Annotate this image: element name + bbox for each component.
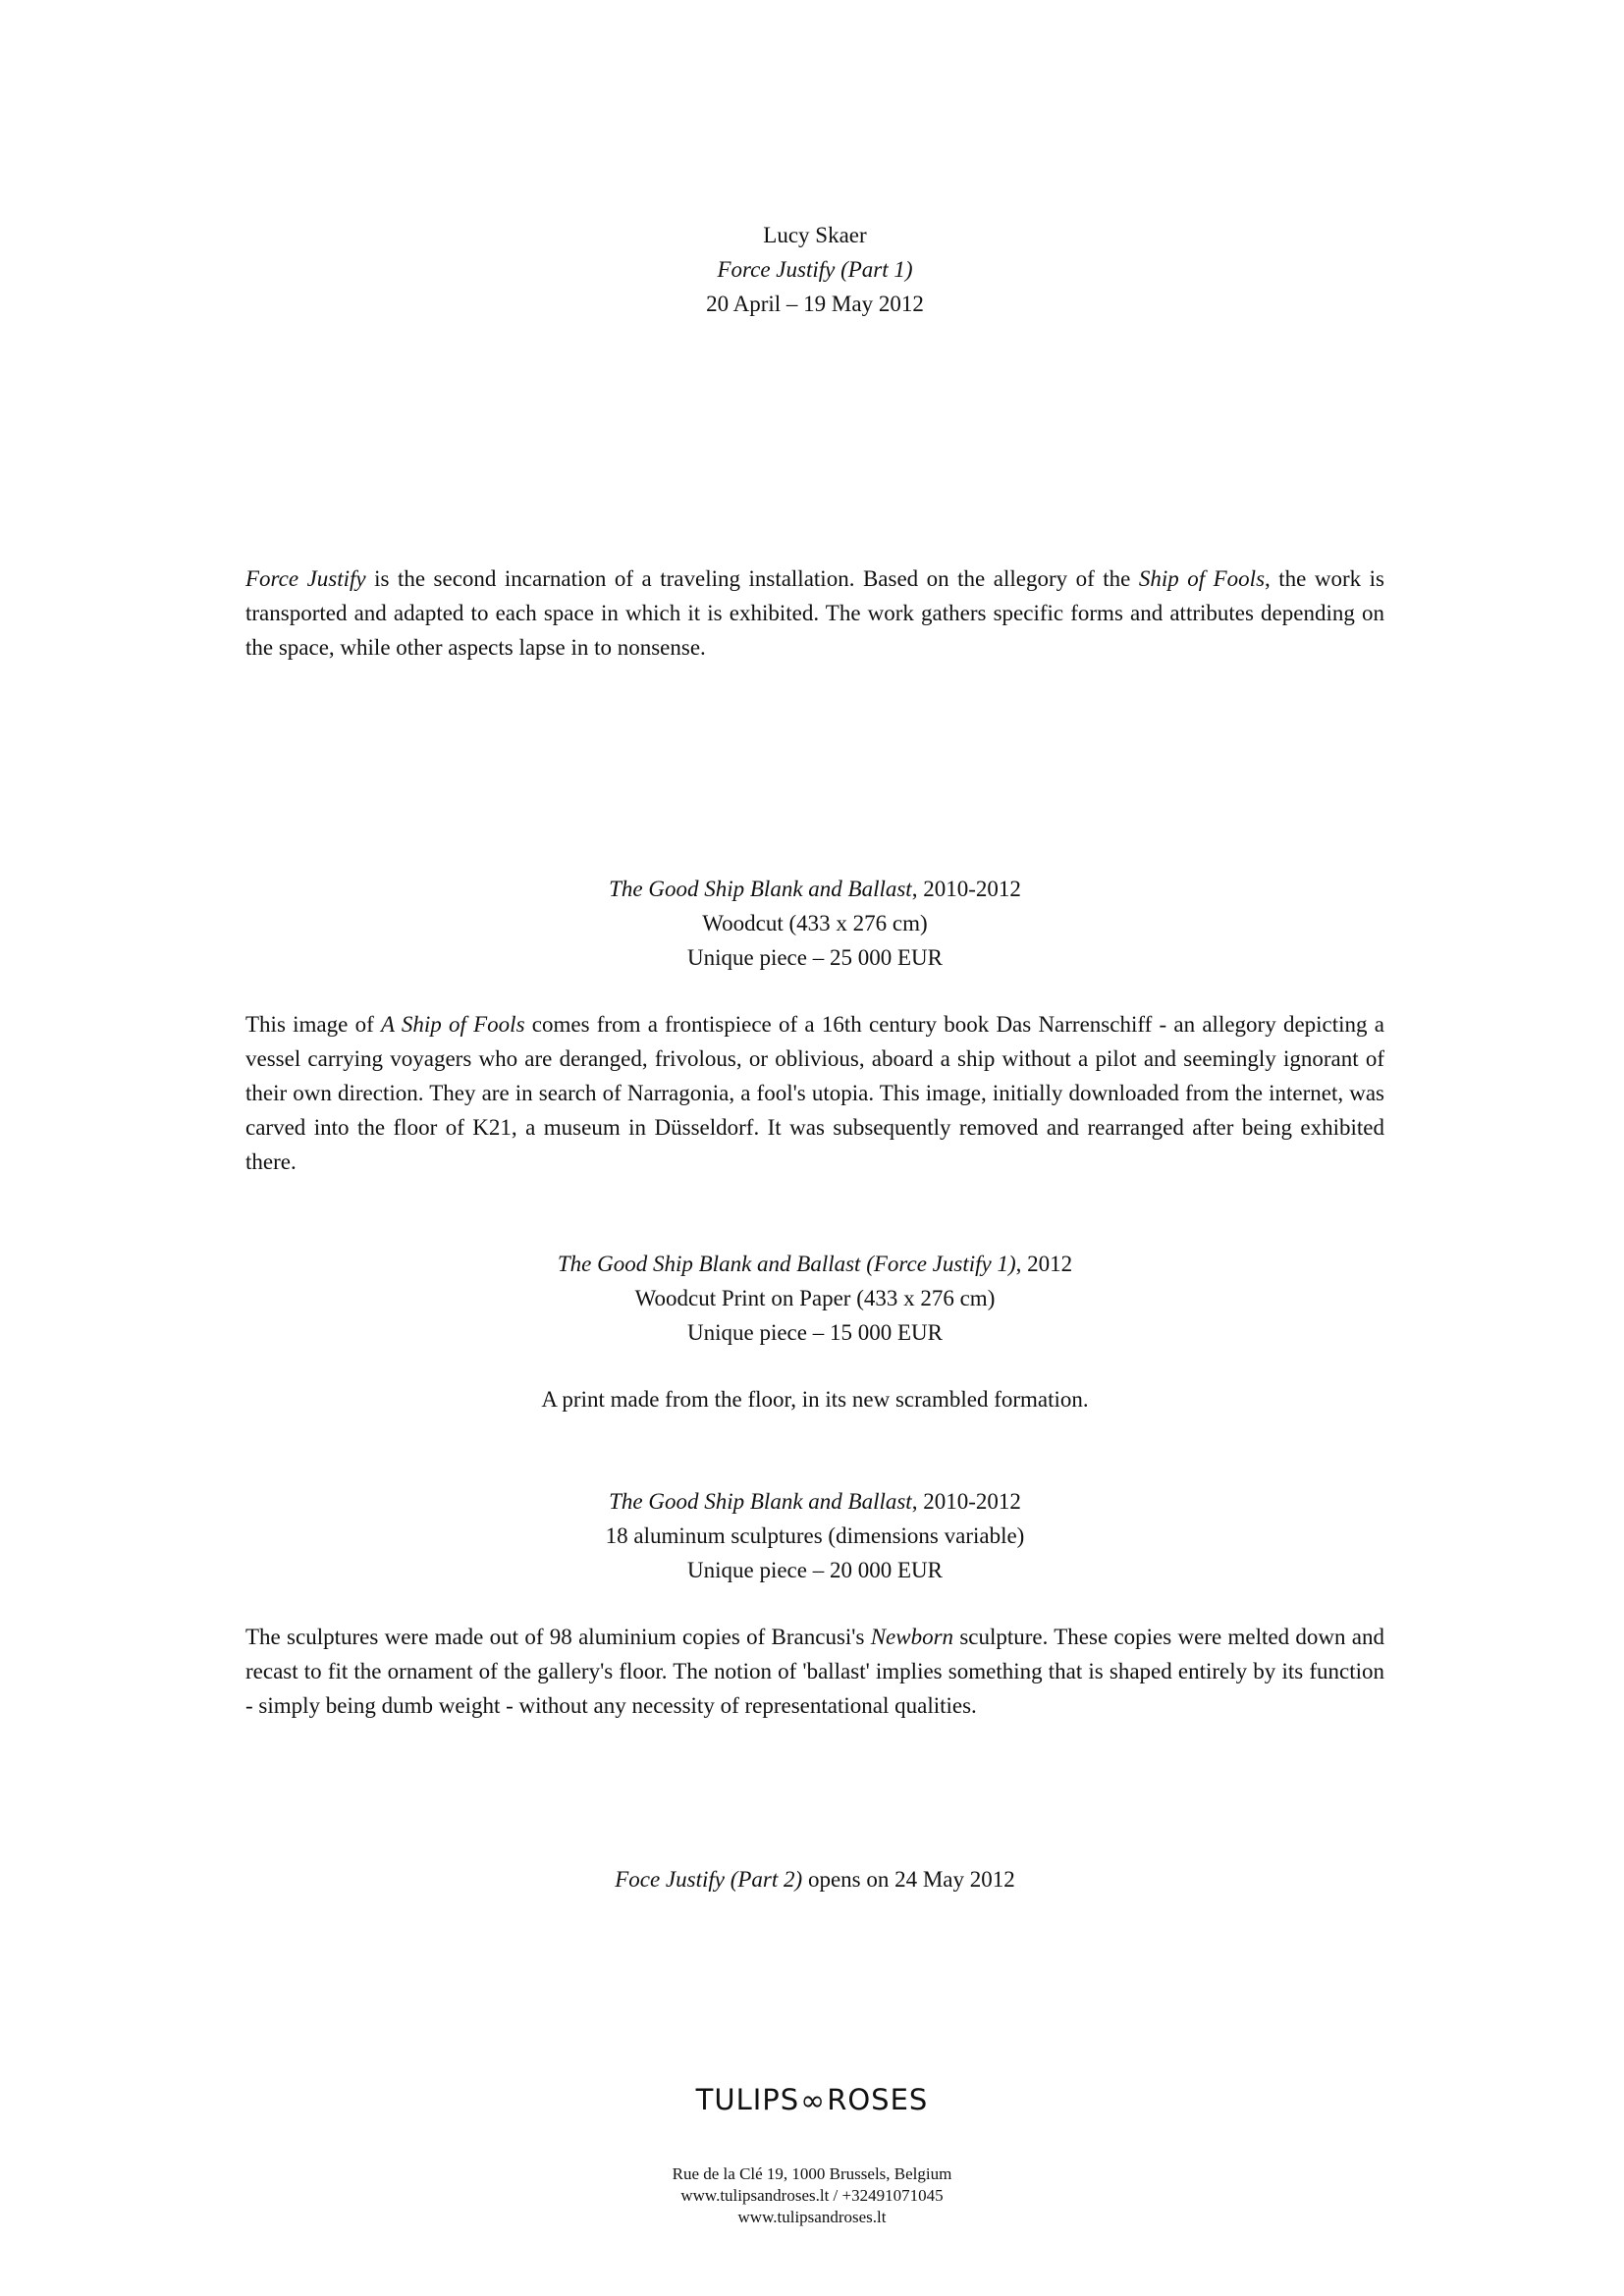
intro-paragraph [245,561,1384,665]
work-3-caption [245,1484,1384,1587]
gallery-logo [0,2083,1624,2117]
work-3-desc-b: sculpture. These copies were melted down and recast to fit the ornament of the gallery's floor. The notion of 'ballast' implies something that is shaped entirely by its function - simply being dumb weight - without any necessity of representational qualities. [245,1625,1384,1718]
intro-lead-title: Force Justify [245,566,366,591]
exhibition-title: Force Justify (Part 1) [717,257,913,282]
work-1-year: , 2010-2012 [911,877,1021,901]
work-3-desc-title: Newborn [870,1625,954,1649]
work-1-title-line [245,872,1384,906]
work-3-price: Unique piece – 20 000 EUR [687,1558,943,1582]
work-1-desc-a: This image of [245,1012,381,1037]
closing-title: Foce Justify (Part 2) [615,1867,803,1892]
intro-text-a: is the second incarnation of a traveling installation. Based on the allegory of the [365,566,1139,591]
work-3-year: , 2010-2012 [911,1489,1021,1514]
footer-contact-line: www.tulipsandroses.lt / +32491071045 [680,2186,944,2205]
work-3-title: The Good Ship Blank and Ballast [609,1489,912,1514]
exhibition-header [245,218,1384,321]
work-1-caption [245,872,1384,975]
work-2-price: Unique piece – 15 000 EUR [687,1320,943,1345]
intro-ship-title: Ship of Fools [1138,566,1266,591]
work-1-description [245,1007,1384,1179]
work-2-medium: Woodcut Print on Paper (433 x 276 cm) [634,1286,996,1310]
work-1-desc-title: A Ship of Fools [380,1012,525,1037]
work-1-title: The Good Ship Blank and Ballast [609,877,912,901]
closing-note [245,1862,1384,1896]
work-2-caption [245,1247,1384,1350]
work-1-medium: Woodcut (433 x 276 cm) [702,911,928,935]
footer-address: Rue de la Clé 19, 1000 Brussels, Belgium [672,2164,952,2183]
work-1-price: Unique piece – 25 000 EUR [687,945,943,970]
work-3-title-line [245,1484,1384,1519]
work-2-title: The Good Ship Blank and Ballast (Force Justify 1) [557,1252,1016,1276]
exhibition-dates: 20 April – 19 May 2012 [706,292,924,316]
work-3-description [245,1620,1384,1723]
logo-right-word: ROSES [827,2083,929,2116]
work-1-desc-b: comes from a frontispiece of a 16th century book Das Narrenschiff - an allegory depicting a vessel carrying voyagers who are deranged, frivolous, or oblivious, aboard a ship without a pilot and seemingly ignorant of their own direction. They are in search of Narragonia, a fool's utopia. This image, initially downloaded from the internet, was carved into the floor of K21, a museum in Düsseldorf. It was subsequently removed and rearranged after being exhibited there. [245,1012,1384,1174]
footer-contact [0,2163,1624,2228]
work-2-description: A print made from the floor, in its new scrambled formation. [541,1387,1089,1412]
artist-name: Lucy Skaer [763,223,867,247]
work-2-title-line [245,1247,1384,1281]
footer-website: www.tulipsandroses.lt [737,2208,887,2226]
work-2-year: , 2012 [1015,1252,1073,1276]
infinity-icon: ∞ [800,2084,827,2118]
intro-text-b: , the work is transported and adapted to each space in which it is exhibited. The work gathers specific forms and attributes depending on the space, while other aspects lapse in to nonsense. [245,566,1384,660]
closing-text: opens on 24 May 2012 [802,1867,1015,1892]
work-3-medium: 18 aluminum sculptures (dimensions variable) [605,1523,1025,1548]
work-3-desc-a: The sculptures were made out of 98 aluminium copies of Brancusi's [245,1625,871,1649]
logo-left-word: TULIPS [695,2083,800,2116]
